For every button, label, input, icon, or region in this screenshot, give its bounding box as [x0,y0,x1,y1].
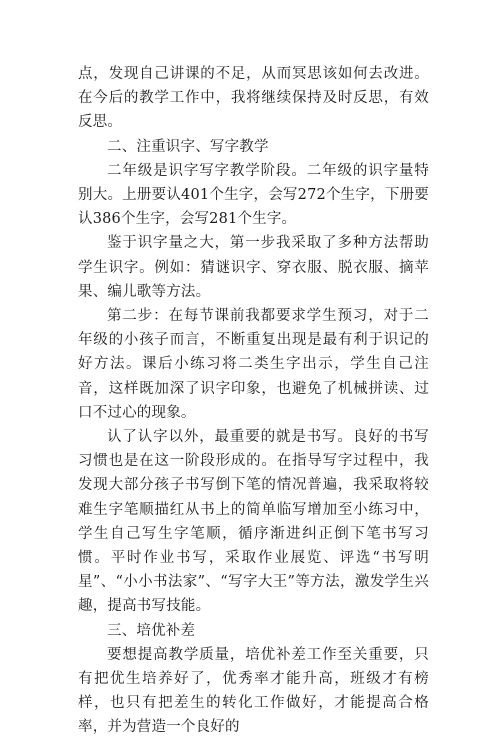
section-heading-tutoring: 三、培优补差 [107,622,196,639]
paragraph-continuation: 点，发现自己讲课的不足，从而冥思该如何去改进。在今后的教学工作中，我将继续保持及时反思，有效反思。 [78,66,429,131]
document-body [78,62,429,740]
paragraph-literacy-methods: 鉴于识字量之大，第一步我采取了多种方法帮助学生识字。例如：猜谜识字、穿衣服、脱衣服、摘苹果、编儿歌等方法。 [78,235,429,300]
paragraph-writing-habits: 认了认字以外，最重要的就是书写。良好的书写习惯也是在这一阶段形成的。在指导写字过程中，我发现大部分孩子书写倒下笔的情况普遍，我采取将较难生字笔顺描红从书上的简单临写增加至小练习中，学生自己写生字笔顺，循序渐进纠正倒下笔书写习惯。平时作业书写，采取作业展览、评选“书写明星”、“小小书法家”、“写字大王”等方法，激发学生兴趣，提高书写技能。 [78,429,429,615]
section-heading-literacy: 二、注重识字、写字教学 [107,138,269,155]
paragraph-tutoring: 要想提高教学质量，培优补差工作至关重要，只有把优生培养好了，优秀率才能升高，班级才有榜样，也只有把差生的转化工作做好，才能提高合格率，并为营造一个良好的 [78,646,429,736]
paragraph-preview-step: 第二步：在每节课前我都要求学生预习，对于二年级的小孩子而言，不断重复出现是最有利于识记的好方法。课后小练习将二类生字出示，学生自己注音，这样既加深了识字印象，也避免了机械拼读、过口不过心的现象。 [78,308,429,421]
paragraph-literacy-volume: 二年级是识字写字教学阶段。二年级的识字量特别大。上册要认401个生字，会写272个生字，下册要认386个生字，会写281个生字。 [78,162,429,228]
